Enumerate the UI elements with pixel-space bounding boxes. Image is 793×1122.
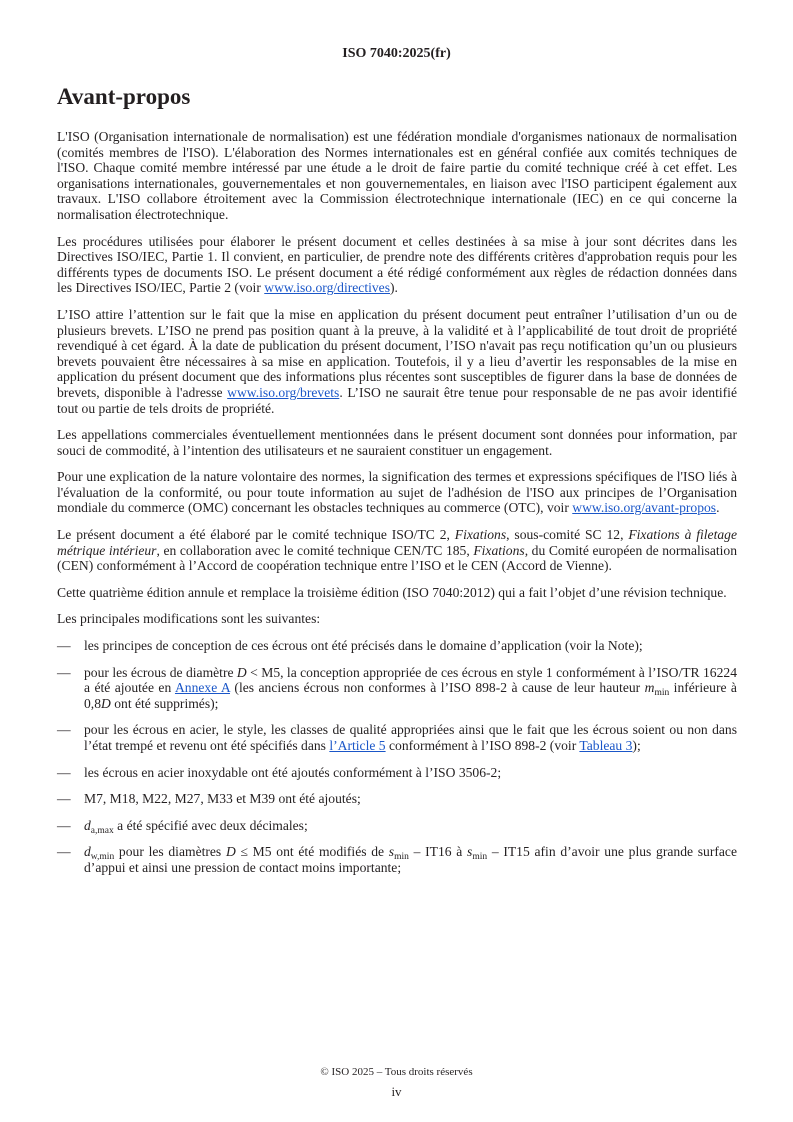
paragraph: [57, 585, 737, 601]
text-run: les principes de conception de ces écrous ont été précisés dans le domaine d’application (voir la Note);: [84, 638, 643, 654]
subscript: a,max: [90, 825, 114, 836]
dash-bullet: —: [57, 638, 71, 654]
text-run: .: [716, 500, 720, 516]
dash-bullet: —: [57, 664, 71, 680]
italic-text: Fixations à filetage métrique intérieur: [57, 527, 737, 558]
text-run: < M5, la conception appropriée de ces écrous en style 1 conformément à l’ISO/TR 16224 a été ajoutée en: [84, 664, 737, 696]
page-number: iv: [391, 1084, 402, 1099]
italic-text: Fixations: [473, 542, 525, 558]
italic-text: d: [84, 817, 91, 833]
italic-text: d: [84, 844, 91, 860]
italic-text: s: [467, 844, 473, 860]
dash-bullet: —: [57, 844, 71, 860]
page-title: Avant-propos: [57, 84, 191, 109]
list-item-text: [84, 665, 737, 712]
text-run: (les anciens écrous non conformes à l’ISO 898-2 à cause de leur hauteur: [229, 680, 645, 696]
italic-text: s: [388, 844, 395, 860]
link[interactable]: l’Article 5: [329, 738, 386, 753]
subscript: min: [472, 852, 488, 863]
list-item: [57, 765, 737, 781]
text-run: Les principales modifications sont les suivantes:: [57, 611, 321, 627]
text-run: ).: [390, 280, 398, 296]
text-run: M7, M18, M22, M27, M33 et M39 ont été ajoutés;: [84, 791, 361, 807]
text-run: a été spécifié avec deux décimales;: [113, 817, 308, 833]
text-run: Les appellations commerciales éventuellement mentionnées dans le présent document sont données pour information, par souci de commodité, à l’intention des utilisateurs et ne sauraient constituer un engagement.: [57, 427, 737, 458]
paragraph: [57, 527, 737, 574]
italic-text: Fixations: [454, 527, 507, 543]
link[interactable]: www.iso.org/brevets: [227, 384, 340, 400]
text-run: inférieure à 0,8: [84, 680, 737, 711]
list-item-text: [84, 638, 737, 654]
text-run: Le présent document a été élaboré par le comité technique ISO/TC 2,: [57, 527, 455, 543]
list-item-text: [84, 844, 737, 875]
document-body: [57, 129, 737, 887]
list-item: [57, 791, 737, 807]
text-run: , sous-comité SC 12,: [506, 527, 629, 543]
link[interactable]: www.iso.org/directives: [264, 280, 390, 296]
italic-text: D: [236, 664, 247, 680]
dash-bullet: —: [57, 764, 71, 780]
text-run: pour les diamètres: [114, 844, 226, 860]
text-run: conformément à l’ISO 898-2 (voir: [385, 738, 580, 753]
paragraph: [57, 427, 737, 458]
paragraph: [57, 611, 737, 627]
text-run: . L’ISO ne saurait être tenue pour responsable de ne pas avoir identifié tout ou partie de tels droits de propriété.: [57, 384, 737, 416]
text-run: );: [632, 738, 641, 753]
italic-text: D: [101, 695, 111, 711]
dash-bullet: —: [57, 817, 71, 833]
list-item-text: [84, 765, 737, 781]
subscript: min: [654, 688, 670, 699]
link[interactable]: Annexe A: [174, 680, 230, 696]
text-run: Les procédures utilisées pour élaborer le présent document et celles destinées à sa mise à jour sont décrites dans les Directives ISO/IEC, Partie 1. Il convient, en particulier, de prendre note des différents critères d'approbation requis pour les différents types de documents ISO. Le présent document a été rédigé conformément aux règles de rédaction données dans les Directives ISO/IEC, Partie 2 (voir: [57, 233, 737, 296]
list-item-text: [84, 791, 737, 807]
dash-bullet: —: [57, 791, 71, 807]
text-run: pour les écrous en acier, le style, les classes de qualité appropriées ainsi que le fait que les écrous soient ou non dans l’état trempé et revenu ont été spécifiés dans: [84, 722, 737, 753]
link[interactable]: www.iso.org/avant-propos: [572, 500, 717, 516]
copyright-footer: © ISO 2025 – Tous droits réservés: [320, 1066, 473, 1078]
text-run: ≤ M5 ont été modifiés de: [235, 844, 389, 860]
list-item: [57, 818, 737, 834]
text-run: L'ISO (Organisation internationale de normalisation) est une fédération mondiale d'organismes nationaux de normalisation (comités membres de l'ISO). L'élaboration des Normes internationales est en général confiée aux comités techniques de l'ISO. Chaque comité membre intéressé par une étude a le droit de faire partie du comité technique créé à cet effet. Les organisations internationales, gouvernementales et non gouvernementales, en liaison avec l'ISO participent également aux travaux. L'ISO collabore étroitement avec la Commission électrotechnique internationale (IEC) en ce qui concerne la normalisation électrotechnique.: [57, 129, 737, 222]
list-item: [57, 722, 737, 753]
italic-text: D: [225, 844, 236, 860]
italic-text: m: [644, 680, 655, 696]
text-run: – IT15 afin d’avoir une plus grande surface d’appui et ainsi une pression de contact moins importante;: [84, 844, 737, 875]
text-run: ont été supprimés);: [110, 695, 219, 711]
paragraph: [57, 469, 737, 516]
list-item: [57, 844, 737, 875]
text-run: les écrous en acier inoxydable ont été ajoutés conformément à l’ISO 3506-2;: [84, 764, 502, 780]
text-run: L’ISO attire l’attention sur le fait que la mise en application du présent document peut entraîner l’utilisation d’un ou de plusieurs brevets. L’ISO ne prend pas position quant à la preuve, à la validité et à l’applicabilité de tout droit de propriété revendiqué à cet égard. À la date de publication du présent document, l’ISO n'avait pas reçu notification qu’un ou plusieurs brevets pouvaient être nécessaires à sa mise en application. Toutefois, il y a lieu d’avertir les responsables de la mise en application du présent document que des informations plus récentes sont susceptibles de figurer dans la base de données de brevets, disponible à l'adresse: [57, 306, 737, 400]
subscript: w,min: [90, 852, 115, 863]
text-run: , du Comité européen de normalisation (CEN) conformément à l’Accord de coopération technique entre l’ISO et le CEN (Accord de Vienne).: [57, 542, 738, 574]
subscript: min: [394, 852, 409, 863]
text-run: Cette quatrième édition annule et remplace la troisième édition (ISO 7040:2012) qui a fait l’objet d’une révision technique.: [57, 584, 727, 600]
list-item: [57, 638, 737, 654]
document-header: ISO 7040:2025(fr): [342, 46, 451, 61]
list-item: [57, 665, 737, 712]
text-run: Pour une explication de la nature volontaire des normes, la signification des termes et expressions spécifiques de l'ISO liés à l'évaluation de la conformité, ou pour toute information au sujet de l'adhésion de l'ISO aux principes de l’Organisation mondiale du commerce (OMC) concernant les obstacles techniques au commerce (OTC), voir: [57, 469, 737, 516]
text-run: – IT16 à: [408, 844, 468, 860]
text-run: pour les écrous de diamètre: [84, 664, 237, 680]
link[interactable]: Tableau 3: [579, 738, 633, 753]
paragraph: [57, 129, 737, 223]
paragraph: [57, 307, 737, 416]
list-item-text: [84, 818, 737, 834]
list-item-text: [84, 722, 737, 753]
text-run: , en collaboration avec le comité technique CEN/TC 185,: [156, 542, 474, 558]
paragraph: [57, 234, 737, 296]
dash-bullet: —: [57, 722, 71, 738]
